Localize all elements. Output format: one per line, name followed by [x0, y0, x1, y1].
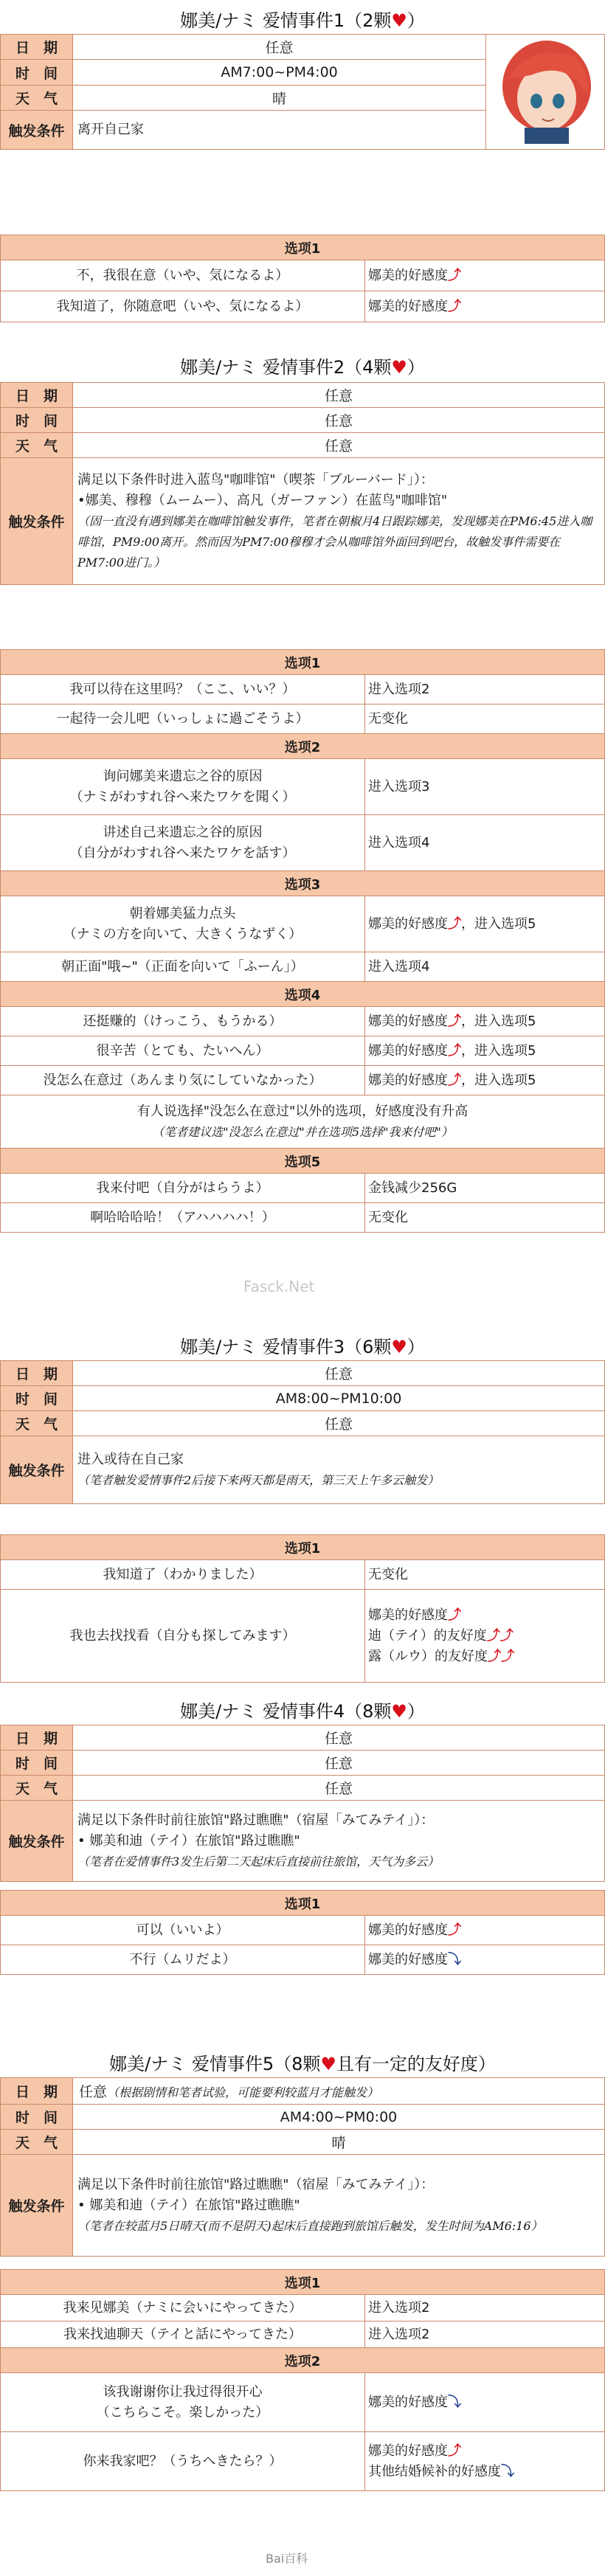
nami-portrait [486, 35, 605, 150]
weather-value: 任意 [73, 1776, 605, 1801]
time-label: 时 间 [1, 1751, 73, 1776]
arrow-down-icon: ⤵ [448, 1951, 461, 1967]
time-value: AM8:00~PM10:00 [73, 1386, 605, 1411]
weather-value: 晴 [73, 2130, 605, 2155]
condition-value [73, 458, 605, 585]
result: 娜美的好感度⤴ [365, 260, 605, 291]
date-value: 任意 [73, 1361, 605, 1386]
event1-options [0, 235, 605, 322]
arrow-up-icon: ⤴ [448, 2442, 461, 2459]
mid-note: 有人说选择"没怎么在意过"以外的选项，好感度没有升高 （笔者建议选"没怎么在意过"并在选项5选择"我来付吧"） [1, 1095, 605, 1149]
choice: 朝正面"哦~"（正面を向いて「ふーん」） [1, 952, 365, 982]
date-value: 任意 [73, 383, 605, 408]
event3-title: 娜美/ナミ 爱情事件3（6颗♥） [180, 1337, 425, 1357]
condition-line: 满足以下条件时进入蓝鸟"咖啡馆"（喫茶「ブルーバード」）： [77, 471, 434, 488]
result: 进入选项4 [365, 815, 605, 871]
result: 进入选项2 [365, 2321, 605, 2348]
date-label: 日 期 [1, 1361, 73, 1386]
choice: 朝着娜美猛力点头 （ナミの方を向いて、大きくうなずく） [1, 896, 365, 952]
arrow-down-icon: ⤵ [448, 2394, 461, 2410]
date-label: 日 期 [1, 2078, 73, 2105]
event2-info-table [0, 382, 605, 585]
time-label: 时 间 [1, 2105, 73, 2130]
result: 娜美的好感度⤵ [365, 1945, 605, 1975]
result: 娜美的好感度⤴ [365, 1916, 605, 1945]
event4-options [0, 1890, 605, 1975]
result: 娜美的好感度⤵ [365, 2373, 605, 2432]
event3-info-table [0, 1360, 605, 1504]
time-label: 时 间 [1, 60, 73, 85]
arrow-up-icon: ⤴ [448, 1072, 461, 1088]
date-label: 日 期 [1, 1725, 73, 1751]
result: 娜美的好感度⤴ [365, 291, 605, 322]
time-value: 任意 [73, 1751, 605, 1776]
condition-label: 触发条件 [1, 1436, 73, 1504]
choice: 我知道了，你随意吧（いや、気になるよ） [1, 291, 365, 322]
arrow-up-icon: ⤴ [448, 298, 461, 314]
heart-icon: ♥ [391, 10, 407, 31]
weather-label: 天 气 [1, 85, 73, 110]
condition-label: 触发条件 [1, 111, 73, 150]
condition-line: •娜美、穆穆（ムームー）、高凡（ガーファン）在蓝鸟"咖啡馆" [77, 492, 448, 508]
choice: 我也去找找看（自分も探してみます） [1, 1590, 365, 1683]
result: 进入选项2 [365, 675, 605, 704]
choice: 我来付吧（自分がはらうよ） [1, 1174, 365, 1203]
weather-value: 晴 [73, 85, 486, 110]
event5-info-table [0, 2077, 605, 2257]
choice: 该我谢谢你让我过得很开心 （こちらこそ。楽しかった） [1, 2373, 365, 2432]
option-header: 选项5 [1, 1149, 605, 1174]
choice: 我知道了（わかりました） [1, 1560, 365, 1590]
arrow-down-icon: ⤵ [501, 2463, 514, 2479]
weather-value: 任意 [73, 1411, 605, 1436]
condition-label: 触发条件 [1, 2155, 73, 2257]
arrow-up-icon: ⤴ [448, 267, 461, 283]
option-header: 选项1 [1, 235, 605, 260]
date-value: 任意 [73, 1725, 605, 1751]
result: 娜美的好感度⤴，进入选项5 [365, 1036, 605, 1066]
time-value: AM7:00~PM4:00 [73, 60, 486, 85]
arrow-up-icon: ⤴ [448, 1607, 461, 1623]
heart-icon: ♥ [391, 1701, 407, 1722]
result: 金钱减少256G [365, 1174, 605, 1203]
result: 进入选项3 [365, 759, 605, 815]
condition-label: 触发条件 [1, 1801, 73, 1882]
choice: 不，我很在意（いや、気になるよ） [1, 260, 365, 291]
watermark: Fasck.Net [243, 1278, 315, 1295]
weather-label: 天 气 [1, 2130, 73, 2155]
choice: 讲述自己来遗忘之谷的原因 （自分がわすれ谷へ来たワケを話す） [1, 815, 365, 871]
option-header: 选项4 [1, 982, 605, 1007]
event3-options [0, 1534, 605, 1683]
event1-info-table [0, 34, 605, 150]
choice: 没怎么在意过（あんまり気にしていなかった） [1, 1066, 365, 1095]
choice: 询问娜美来遗忘之谷的原因 （ナミがわすれ谷へ来たワケを聞く） [1, 759, 365, 815]
option-header: 选项2 [1, 2348, 605, 2373]
arrow-up-icon: ⤴ [448, 915, 461, 932]
choice: 我来见娜美（ナミに会いにやってきた） [1, 2295, 365, 2321]
choice: 我来找迪聊天（テイと話にやってきた） [1, 2321, 365, 2348]
result: 娜美的好感度⤴，进入选项5 [365, 1066, 605, 1095]
option-header: 选项3 [1, 871, 605, 896]
condition-value: 进入或待在自己家 （笔者触发爱情事件2后接下来两天都是雨天，第三天上午多云触发） [73, 1436, 605, 1504]
result: 娜美的好感度⤴，进入选项5 [365, 1007, 605, 1036]
result: 娜美的好感度⤴，进入选项5 [365, 896, 605, 952]
choice: 还挺赚的（けっこう、もうかる） [1, 1007, 365, 1036]
condition-note: （固一直没有遇到娜美在咖啡馆触发事件，笔者在朝椒月4日跟踪娜美，发现娜美在PM6:45进入咖啡馆，PM9:00离开。然而因为PM7:00穆穆才会从咖啡馆外面回到吧台，故触发事件需要在PM7:00进门。） [77, 513, 592, 569]
nami-portrait-image [486, 35, 604, 145]
arrow-up-icon: ⤴⤴ [488, 1648, 514, 1664]
weather-label: 天 气 [1, 1411, 73, 1436]
event1-title: 娜美/ナミ 爱情事件1（2颗♥） [180, 10, 425, 31]
event4-info-table [0, 1725, 605, 1882]
date-label: 日 期 [1, 35, 73, 60]
time-label: 时 间 [1, 1386, 73, 1411]
condition-value: 满足以下条件时前往旅馆"路过瞧瞧"（宿屋「みてみテイ」）： • 娜美和迪（テイ）在旅馆"路过瞧瞧" （笔者在较蓝月5日晴天(而不是阴天)起床后直接跑到旅馆后触发，发生时间为AM6:16） [73, 2155, 605, 2257]
result: 无变化 [365, 1203, 605, 1233]
arrow-up-icon: ⤴ [448, 1042, 461, 1059]
choice: 很辛苦（とても、たいへん） [1, 1036, 365, 1066]
event5-options [0, 2269, 605, 2491]
time-label: 时 间 [1, 408, 73, 433]
event5-title: 娜美/ナミ 爱情事件5（8颗♥且有一定的友好度） [109, 2054, 496, 2074]
option-header: 选项1 [1, 1891, 605, 1916]
choice: 可以（いいよ） [1, 1916, 365, 1945]
heart-icon: ♥ [320, 2054, 336, 2074]
result: 进入选项2 [365, 2295, 605, 2321]
result: 娜美的好感度⤴ 迪（テイ）的友好度⤴⤴ 露（ルウ）的友好度⤴⤴ [365, 1590, 605, 1683]
result: 娜美的好感度⤴ 其他结婚候补的好感度⤵ [365, 2432, 605, 2491]
weather-label: 天 气 [1, 1776, 73, 1801]
baidu-watermark: Bai百科 [266, 2552, 308, 2566]
choice: 不行（ムリだよ） [1, 1945, 365, 1975]
heart-icon: ♥ [391, 357, 407, 378]
choice: 啊哈哈哈哈！（アハハハハ！） [1, 1203, 365, 1233]
option-header: 选项1 [1, 2270, 605, 2295]
date-value: 任意 [73, 35, 486, 60]
weather-value: 任意 [73, 433, 605, 458]
condition-value: 离开自己家 [73, 111, 486, 150]
event4-title: 娜美/ナミ 爱情事件4（8颗♥） [180, 1701, 425, 1722]
condition-label: 触发条件 [1, 458, 73, 585]
arrow-up-icon: ⤴ [448, 1922, 461, 1938]
choice: 我可以待在这里吗？（ここ、いい？） [1, 675, 365, 704]
option-header: 选项1 [1, 1535, 605, 1560]
arrow-up-icon: ⤴⤴ [486, 1627, 514, 1644]
result: 无变化 [365, 1560, 605, 1590]
event2-title: 娜美/ナミ 爱情事件2（4颗♥） [180, 357, 425, 378]
result: 进入选项4 [365, 952, 605, 982]
option-header: 选项1 [1, 650, 605, 675]
event2-options [0, 649, 605, 1233]
result: 无变化 [365, 704, 605, 734]
choice: 一起待一会儿吧（いっしょに過ごそうよ） [1, 704, 365, 734]
weather-label: 天 气 [1, 433, 73, 458]
condition-value: 满足以下条件时前往旅馆"路过瞧瞧"（宿屋「みてみテイ」）： • 娜美和迪（テイ）在旅馆"路过瞧瞧" （笔者在爱情事件3发生后第二天起床后直接前往旅馆，天气为多云） [73, 1801, 605, 1882]
option-header: 选项2 [1, 734, 605, 759]
time-value: AM4:00~PM0:00 [73, 2105, 605, 2130]
heart-icon: ♥ [391, 1337, 407, 1357]
date-label: 日 期 [1, 383, 73, 408]
arrow-up-icon: ⤴ [448, 1013, 461, 1029]
choice: 你来我家吧？（うちへきたら？） [1, 2432, 365, 2491]
time-value: 任意 [73, 408, 605, 433]
date-value: 任意（根据剧情和笔者试验，可能要利较蓝月才能触发） [73, 2078, 605, 2105]
